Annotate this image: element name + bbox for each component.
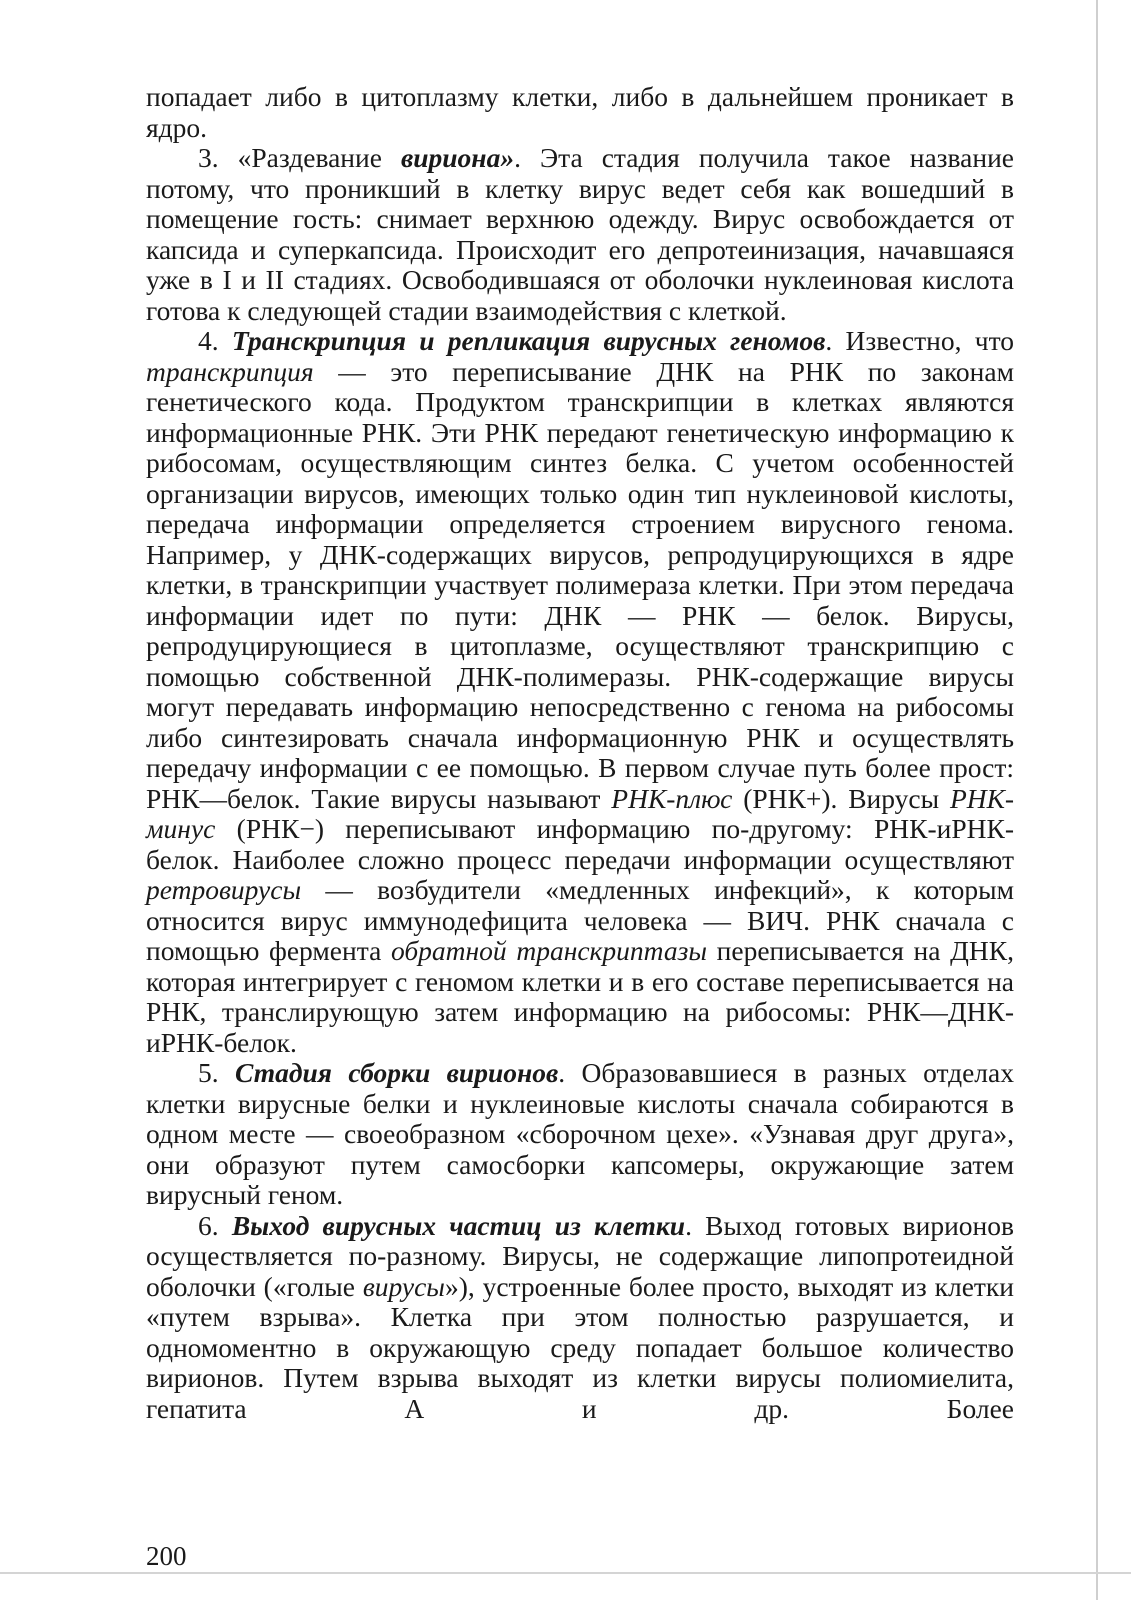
paragraph-text: (РНК−) переписывают информацию по-другому: РНК-иРНК-белок. Наиболее сложно процесс передачи информации осуществляют — [146, 813, 1014, 875]
italic-term: РНК-минус — [146, 782, 1015, 844]
stage-heading: Выход вирусных частиц из клетки — [231, 1209, 686, 1241]
italic-term: вирусы — [362, 1270, 445, 1302]
paragraph-lead: «Раздевание — [237, 142, 401, 173]
paragraph-text: — это переписывание ДНК на РНК по законам генетического кода. Продуктом транскрипции в клетках являются информационные РНК. Эти РНК передают генетическую информацию к рибосомам, осуществляющим синтез белка. С учетом особенностей организации вирусов, имеющих только один тип нуклеиновой кислоты, передача информации определяется строением вирусного генома. Например, у ДНК-содержащих вирусов, репродуцирующихся в ядре клетки, в транскрипции участвует полимераза клетки. При этом передача информации идет по пути: ДНК — РНК — белок. Вирусы, репродуцирующиеся в цитоплазме, осуществляют транскрипцию с помощью собственной ДНК-полимеразы. РНК-содержащие вирусы могут передавать информацию непосредственно с генома на рибосомы либо синтезировать сначала информационную РНК и осуществлять передачу информации с ее помощью. В первом случае путь более прост: РНК—белок. Такие вирусы называют — [146, 355, 1014, 814]
paragraph-text: »), устроенные более просто, выходят из клетки «путем взрыва». Клетка при этом полностью разрушается, и одномоментно в окружающую среду попадает большое количество вирионов. Путем взрыва выходят из клетки вирусы полиомиелита, гепатита А и др. Более — [146, 1270, 1014, 1424]
page-number: 200 — [146, 1541, 187, 1571]
item-number: 4. — [198, 325, 232, 356]
paragraph-text: (РНК+). Вирусы — [732, 782, 950, 814]
text-column — [146, 82, 1014, 1424]
paragraph-stage-6 — [146, 1211, 1014, 1425]
page-edge-bottom — [0, 1572, 1131, 1574]
paragraph-text: . Эта стадия получила такое название потому, что проникший в клетку вирус ведет себя как вошедший в помещение гость: снимает верхнюю одежду. Вирус освобождается от капсида и суперкапсида. Происходит его депротеинизация, начавшаяся уже в I и II стадиях. Освободившаяся от оболочки нуклеиновая кислота готова к следующей стадии взаимодействия с клеткой. — [146, 142, 1014, 326]
italic-term: ретровирусы — [146, 874, 302, 905]
italic-term: обратной транскриптазы — [390, 935, 707, 966]
paragraph-stage-5 — [146, 1058, 1014, 1211]
item-number: 6. — [198, 1209, 232, 1241]
paragraph-text: . Выход готовых вирионов осуществляется по-разному. Вирусы, не содержащие липопротеидной оболочки («голые — [146, 1209, 1014, 1302]
stage-heading: вириона» — [400, 142, 515, 173]
paragraph-text: переписывается на ДНК, которая интегрирует с геномом клетки и в его составе переписывается на РНК, транслирующую затем информацию на рибосомы: РНК—ДНК- иРНК-белок. — [146, 935, 1014, 1058]
paragraph-text: — возбудители «медленных инфекций», к которым относится вирус иммунодефицита человека — ВИЧ. РНК сначала с помощью фермента — [146, 874, 1014, 966]
italic-term: РНК-плюс — [611, 782, 733, 814]
italic-term: транскрипция — [146, 355, 314, 387]
paragraph-text: . Образовавшиеся в разных отделах клетки вирусные белки и нуклеиновые кислоты сначала собираются в одном месте — своеобразном «сборочном цехе». «Узнавая друг друга», они образуют путем самосборки капсомеры, окружающие затем вирусный геном. — [146, 1057, 1014, 1210]
paragraph-text: попадает либо в цитоплазму клетки, либо в дальнейшем проникает в ядро. — [146, 81, 1014, 143]
paragraph-stage-4 — [146, 326, 1014, 1058]
item-number: 3. — [198, 142, 238, 173]
paragraph-text: . Известно, что — [825, 325, 1014, 356]
paragraph-continuation — [146, 82, 1014, 143]
stage-heading: Транскрипция и репликация вирусных геномов — [231, 325, 826, 356]
page-edge-right — [1096, 0, 1098, 1600]
item-number: 5. — [198, 1057, 235, 1088]
paragraph-stage-3 — [146, 143, 1014, 326]
stage-heading: Стадия сборки вирионов — [234, 1057, 559, 1088]
